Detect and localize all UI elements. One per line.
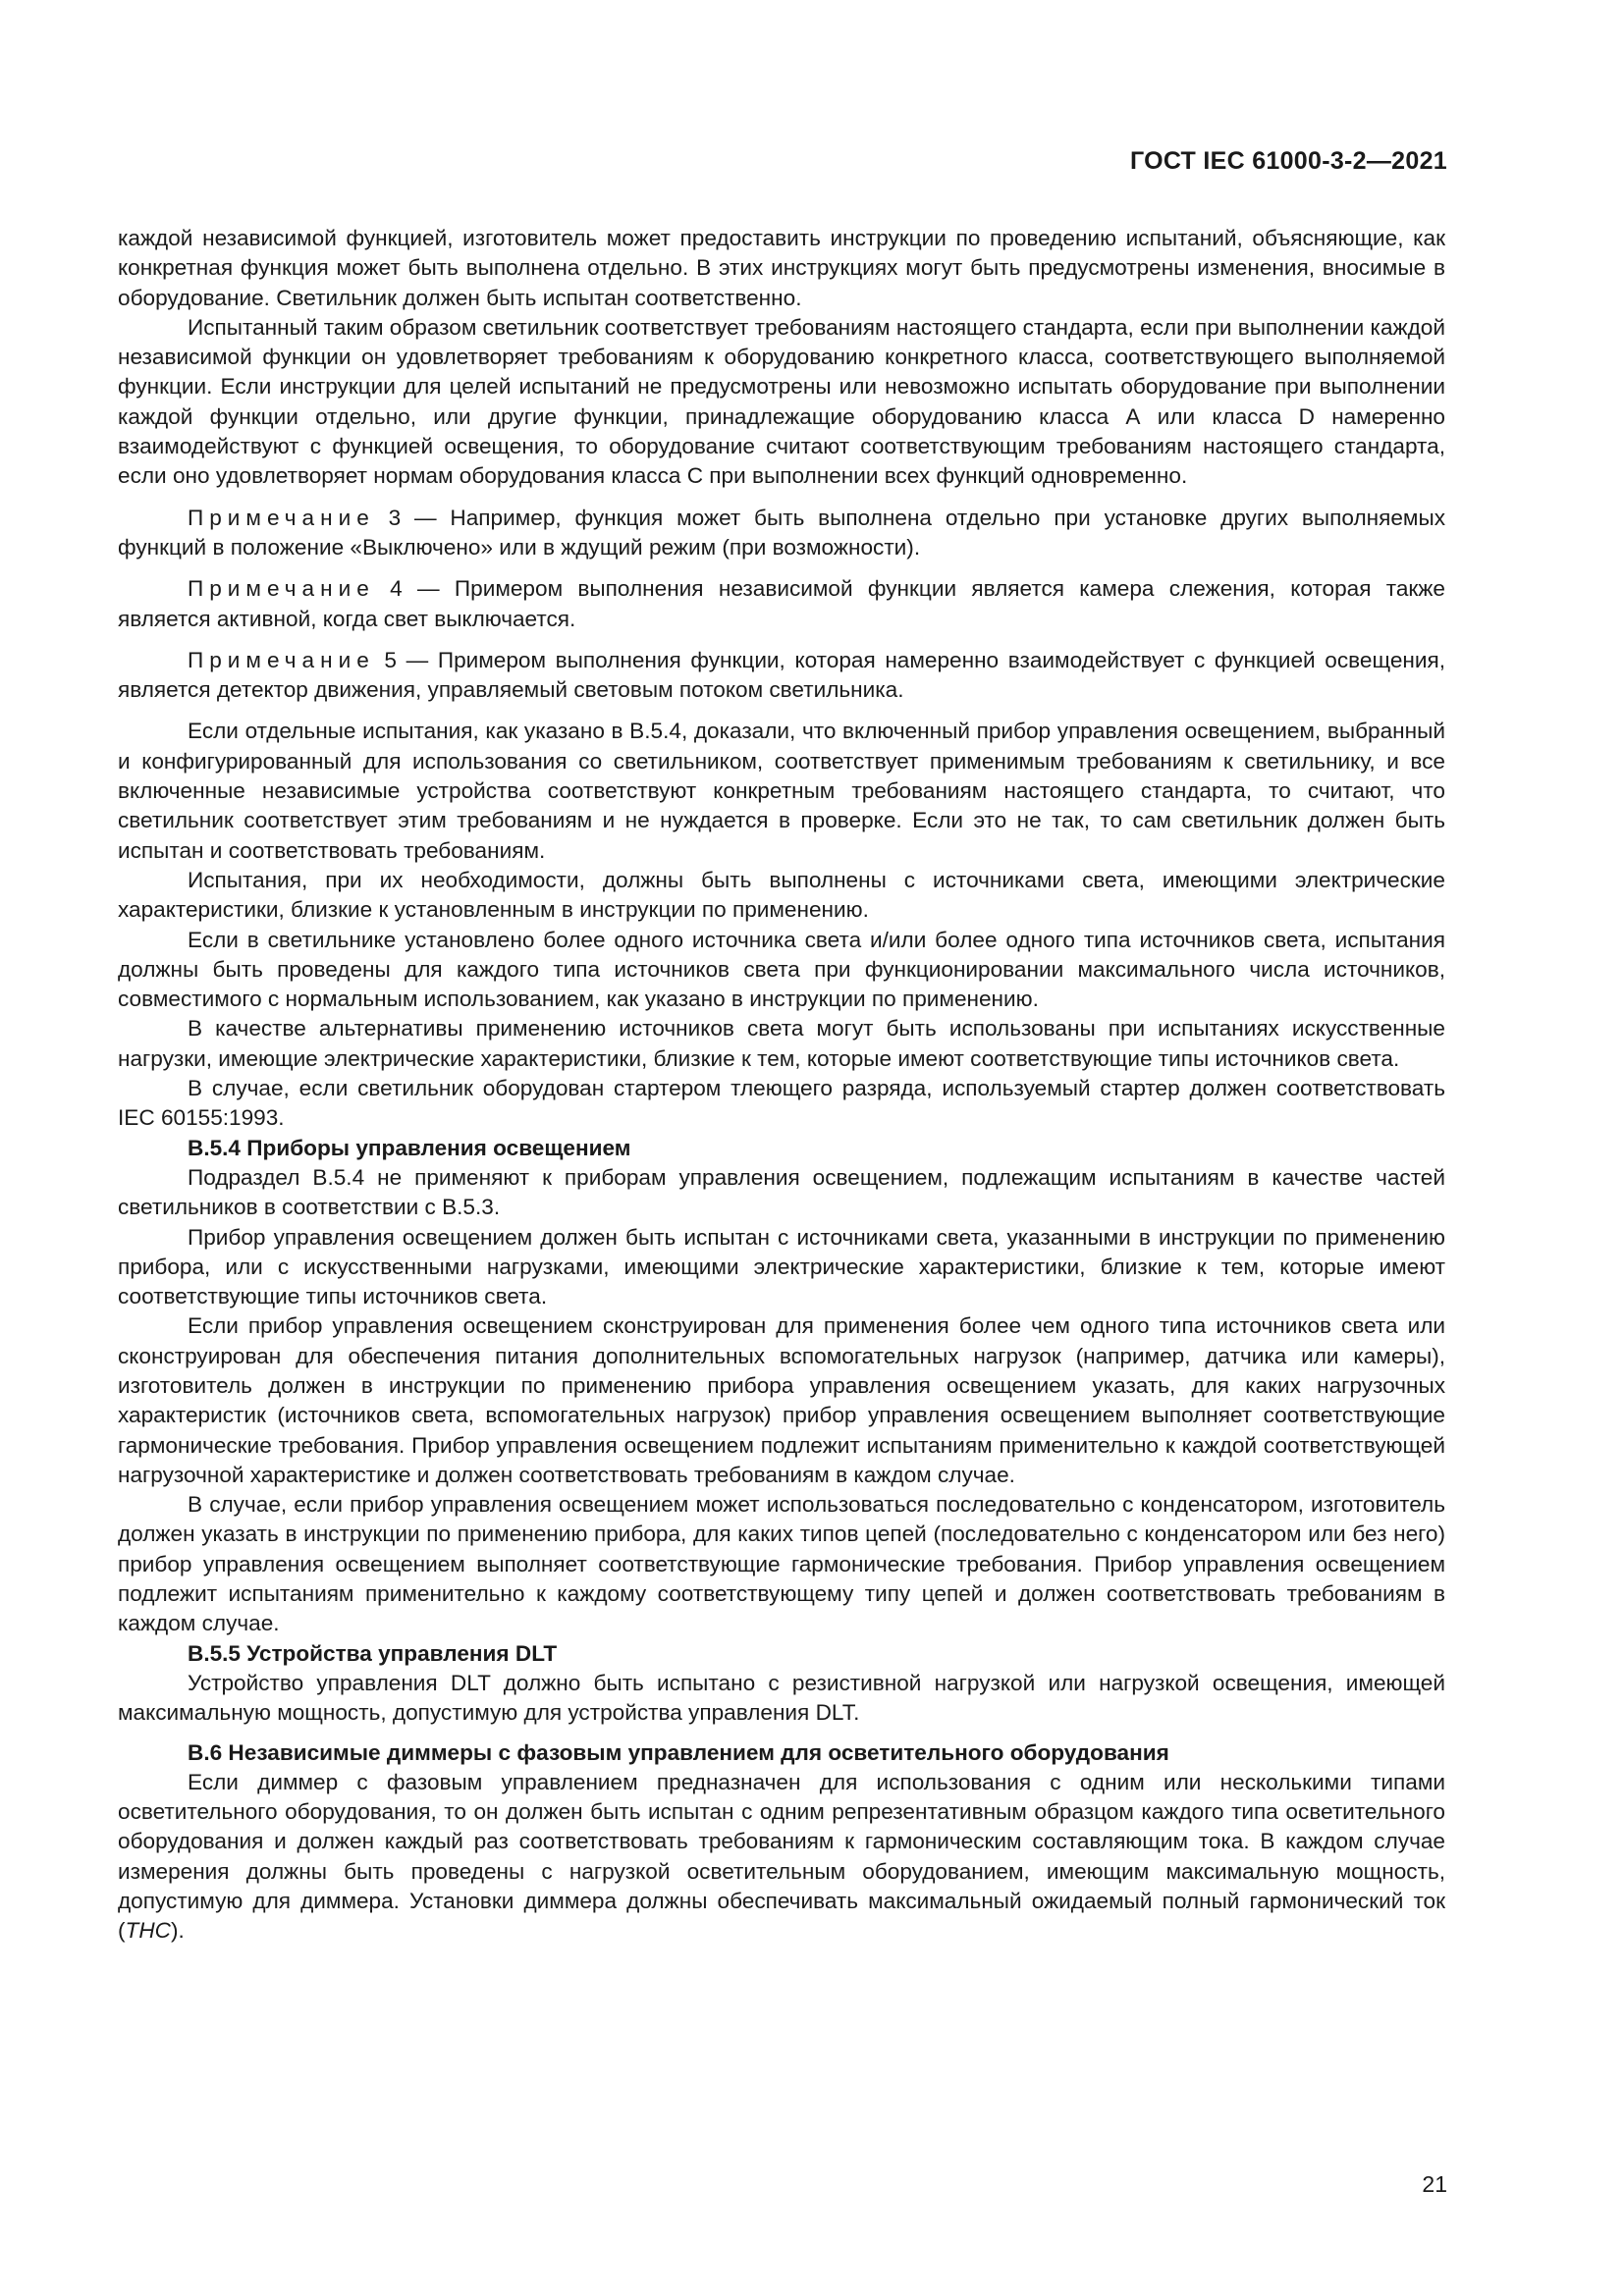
document-body [118, 224, 1445, 1947]
paragraph: Испытанный таким образом светильник соответствует требованиям настоящего стандарта, если при выполнении каждой независимой функции он удовлетворяет требованиям к оборудованию конкретного класса, соответствующего выполняемой функции. Если инструкции для целей испытаний не предусмотрены или невозможно испытать оборудование при выполнении каждой функции отдельно, или другие функции, принадлежащие оборудованию класса А или класса D намеренно взаимодействуют с функцией освещения, то оборудование считают соответствующим требованиям настоящего стандарта, если оно удовлетворяет нормам оборудования класса С при выполнении всех функций одновременно. [118, 314, 1445, 489]
paragraph: Подраздел В.5.4 не применяют к приборам управления освещением, подлежащим испытаниям в качестве частей светильников в соответствии с В.5.3. [118, 1164, 1445, 1220]
note-text: 4 — Примером выполнения независимой функции является камера слежения, которая также является активной, когда свет выключается. [118, 576, 1445, 631]
paragraph: Если прибор управления освещением сконструирован для применения более чем одного типа источников света или сконструирован для обеспечения питания дополнительных вспомогательных нагрузок (например, датчика или камеры), изготовитель должен в инструкции по применению прибора управления освещением указать, для каких нагрузочных характеристик (источников света, вспомогательных нагрузок) прибор управления освещением выполняет соответствующие гармонические требования. Прибор управления освещением подлежит испытаниям применительно к каждой соответствующей нагрузочной характеристике и должен соответствовать требованиям в каждом случае. [118, 1313, 1445, 1487]
note-label: Примечание [188, 647, 375, 672]
note-label: Примечание [188, 576, 375, 602]
paragraph: Испытания, при их необходимости, должны быть выполнены с источниками света, имеющими электрические характеристики, близкие к установленным в инструкции по применению. [118, 867, 1445, 923]
paragraph [118, 1768, 1445, 1947]
note-text: 3 — Например, функция может быть выполнена отдельно при установке других выполняемых функций в положение «Выключено» или в ждущий режим (при возможности). [118, 505, 1445, 560]
note-text: 5 — Примером выполнения функции, которая намеренно взаимодействует с функцией освещения, является детектор движения, управляемый световым потоком светильника. [118, 647, 1445, 703]
section-heading-b54: В.5.4 Приборы управления освещением [188, 1135, 631, 1160]
document-header: ГОСТ IEC 61000-3-2—2021 [1129, 147, 1447, 175]
paragraph-text: ). [170, 1918, 185, 1944]
paragraph: Если в светильнике установлено более одного источника света и/или более одного типа источников света, испытания должны быть проведены для каждого типа источников света при функционировании максимального числа источников, совместимого с нормальным использованием, как указано в инструкции по применению. [118, 927, 1445, 1012]
paragraph: В качестве альтернативы применению источников света могут быть использованы при испытаниях искусственные нагрузки, имеющие электрические характеристики, близкие к тем, которые имеют соответствующие типы источников света. [118, 1016, 1445, 1071]
page-number: 21 [1422, 2171, 1447, 2197]
paragraph: В случае, если прибор управления освещением может использоваться последовательно с конденсатором, изготовитель должен указать в инструкции по применению прибора, для каких типов цепей (последовательно с конденсатором или без него) прибор управления освещением выполняет соответствующие гармонические требования. Прибор управления освещением подлежит испытаниям применительно к каждому соответствующему типу цепей и должен соответствовать требованиям в каждом случае. [118, 1492, 1445, 1636]
note-4 [118, 574, 1445, 634]
note-label: Примечание [188, 505, 375, 530]
note-3 [118, 504, 1445, 563]
thc-abbreviation: THC [125, 1918, 171, 1944]
section-heading-b6: В.6 Независимые диммеры с фазовым управлением для осветительного оборудования [188, 1739, 1169, 1765]
paragraph: В случае, если светильник оборудован стартером тлеющего разряда, используемый стартер должен соответствовать IEC 60155:1993. [118, 1076, 1445, 1131]
paragraph-text: Если диммер с фазовым управлением предназначен для использования с одним или несколькими типами осветительного оборудования, то он должен быть испытан с одним репрезентативным образцом каждого типа осветительного оборудования и должен каждый раз соответствовать требованиям к гармоническим составляющим тока. В каждом случае измерения должны быть проведены с нагрузкой осветительным оборудованием, имеющим максимальную мощность, допустимую для диммера. Установки диммера должны обеспечивать максимальный ожидаемый полный гармонический ток ( [118, 1769, 1445, 1944]
note-5 [118, 646, 1445, 706]
paragraph: каждой независимой функцией, изготовитель может предоставить инструкции по проведению испытаний, объясняющие, как конкретная функция может быть выполнена отдельно. В этих инструкциях могут быть предусмотрены изменения, вносимые в оборудование. Светильник должен быть испытан соответственно. [118, 226, 1445, 310]
paragraph: Прибор управления освещением должен быть испытан с источниками света, указанными в инструкции по применению прибора, или с искусственными нагрузками, имеющими электрические характеристики, близкие к тем, которые имеют соответствующие типы источников света. [118, 1224, 1445, 1309]
paragraph: Если отдельные испытания, как указано в В.5.4, доказали, что включенный прибор управления освещением, выбранный и конфигурированный для использования со светильником, соответствует применимым требованиям к светильнику, и все включенные независимые устройства соответствуют конкретным требованиям настоящего стандарта, то считают, что светильник соответствует этим требованиям и не нуждается в проверке. Если это не так, то сам светильник должен быть испытан и соответствовать требованиям. [118, 719, 1445, 863]
section-heading-b55: В.5.5 Устройства управления DLT [188, 1640, 558, 1666]
paragraph: Устройство управления DLT должно быть испытано с резистивной нагрузкой или нагрузкой освещения, имеющей максимальную мощность, допустимую для устройства управления DLT. [118, 1670, 1445, 1726]
